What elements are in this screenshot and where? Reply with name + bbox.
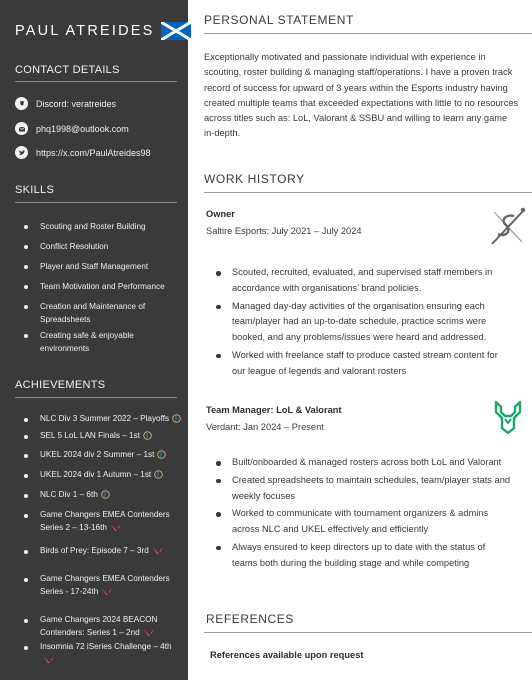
- contact-email[interactable]: [15, 122, 129, 135]
- contact-text: Discord: veratreides: [36, 98, 117, 109]
- contact-heading: CONTACT DETAILS: [15, 64, 120, 76]
- job-duties-list: [216, 265, 512, 382]
- job-duty: Created spreadsheets to maintain schedules, team/player stats and weekly focuses: [216, 473, 512, 505]
- email-icon: [15, 122, 28, 135]
- work-heading: WORK HISTORY: [204, 172, 305, 186]
- saltire-esports-logo-icon: [488, 206, 528, 248]
- skills-heading: SKILLS: [15, 184, 55, 196]
- valorant-icon: [101, 587, 112, 596]
- achievement-text: Game Changers EMEA Contenders Series 2 – 13-16th: [40, 510, 170, 532]
- achievement-item: [24, 573, 174, 598]
- achievement-item: [24, 545, 184, 558]
- skill-item: Creating safe & enjoyable environments: [24, 329, 174, 355]
- skill-item: Player and Staff Management: [24, 260, 174, 273]
- divider: [15, 81, 177, 82]
- achievement-item: [24, 430, 184, 443]
- contact-text: phq1998@outlook.com: [36, 123, 129, 134]
- job-duties-list: [216, 455, 512, 574]
- achievement-text: NLC Div 1 – 6th: [40, 490, 98, 499]
- achievement-item: [24, 449, 184, 462]
- achievement-text: Birds of Prey: Episode 7 – 3rd: [40, 546, 149, 555]
- valorant-icon: [143, 628, 154, 637]
- references-heading: REFERENCES: [206, 612, 295, 626]
- achievement-item: [24, 641, 184, 666]
- name-row: [15, 22, 191, 40]
- divider: [204, 33, 532, 34]
- achievement-item: [24, 614, 174, 639]
- divider: [204, 192, 532, 193]
- statement-heading: PERSONAL STATEMENT: [204, 13, 354, 27]
- achievement-item: [24, 413, 184, 426]
- achievement-text: NLC Div 3 Summer 2022 – Playoffs: [40, 414, 170, 423]
- league-of-legends-icon: [154, 470, 163, 479]
- verdant-logo-icon: [493, 400, 523, 434]
- valorant-icon: [152, 546, 163, 555]
- job-duty: Always ensured to keep directors up to date with the status of teams both during the building stage and while competing: [216, 540, 512, 572]
- league-of-legends-icon: [172, 414, 181, 423]
- valorant-icon: [110, 523, 121, 532]
- league-of-legends-icon: [101, 490, 110, 499]
- skill-item: Conflict Resolution: [24, 240, 174, 253]
- personal-statement: Exceptionally motivated and passionate individual with experience in scouting, roster building & managing staff/operations. I have a proven track record of success for upward of 3 years within the Esports industry having created multiple teams that exceeded expectations with little to no resources across titles such as: LoL, Valorant & SSBU and willing to learn any game in-depth.: [204, 52, 519, 139]
- contact-twitter[interactable]: [15, 146, 151, 159]
- divider: [204, 632, 532, 633]
- divider: [15, 397, 177, 398]
- skill-item: Team Motivation and Performance: [24, 280, 174, 293]
- achievement-text: UKEL 2024 div 2 Summer – 1st: [40, 450, 155, 459]
- job-title: Owner: [206, 209, 235, 219]
- candidate-name: PAUL ATREIDES: [15, 23, 155, 39]
- twitter-icon: [15, 146, 28, 159]
- contact-discord[interactable]: [15, 97, 116, 110]
- job-duty: Worked to communicate with tournament organizers & admins across NLC and UKEL effectively and efficiently: [216, 506, 512, 538]
- scotland-flag-icon: [161, 22, 191, 40]
- job-duty: Built/onboarded & managed rosters across both LoL and Valorant: [216, 455, 512, 471]
- achievement-text: SEL 5 LoL LAN Finals – 1st: [40, 431, 140, 440]
- achievement-text: Insomnia 72 iSeries Challenge – 4th: [40, 642, 172, 651]
- skill-item: Creation and Maintenance of Spreadsheets: [24, 300, 174, 326]
- achievement-item: [24, 469, 184, 482]
- sidebar: [0, 0, 188, 680]
- achievement-text: Game Changers EMEA Contenders Series - 17-24th: [40, 574, 170, 596]
- achievements-heading: ACHIEVEMENTS: [15, 379, 106, 391]
- job-organisation: Saltire Esports: July 2021 – July 2024: [206, 226, 362, 236]
- achievement-item: [24, 489, 184, 502]
- job-duty: Worked with freelance staff to produce casted stream content for our league of legends and valorant rosters: [216, 348, 512, 380]
- divider: [15, 202, 177, 203]
- references-text: References available upon request: [210, 650, 364, 660]
- job-duty: Scouted, recruited, evaluated, and supervised staff members in accordance with organisations’ brand policies.: [216, 265, 512, 297]
- discord-icon: [15, 97, 28, 110]
- job-duty: Managed day-day activities of the organisation ensuring each team/player had an up-to-date schedule, practice scrims were booked, and any problems/issues were heard and addressed.: [216, 299, 512, 346]
- league-of-legends-icon: [143, 431, 152, 440]
- achievement-text: Game Changers 2024 BEACON Contenders: Series 1 – 2nd: [40, 615, 158, 637]
- skill-item: Scouting and Roster Building: [24, 220, 174, 233]
- main-content: [188, 0, 532, 680]
- achievement-text: UKEL 2024 div 1 Autumn – 1st: [40, 470, 152, 479]
- skills-list: [24, 220, 174, 355]
- contact-text: https://x.com/PaulAtreides98: [36, 147, 151, 158]
- achievement-item: [24, 509, 174, 534]
- valorant-icon: [43, 655, 54, 664]
- job-organisation: Verdant: Jan 2024 – Present: [206, 422, 324, 432]
- job-title: Team Manager: LoL & Valorant: [206, 405, 342, 415]
- league-of-legends-icon: [157, 450, 166, 459]
